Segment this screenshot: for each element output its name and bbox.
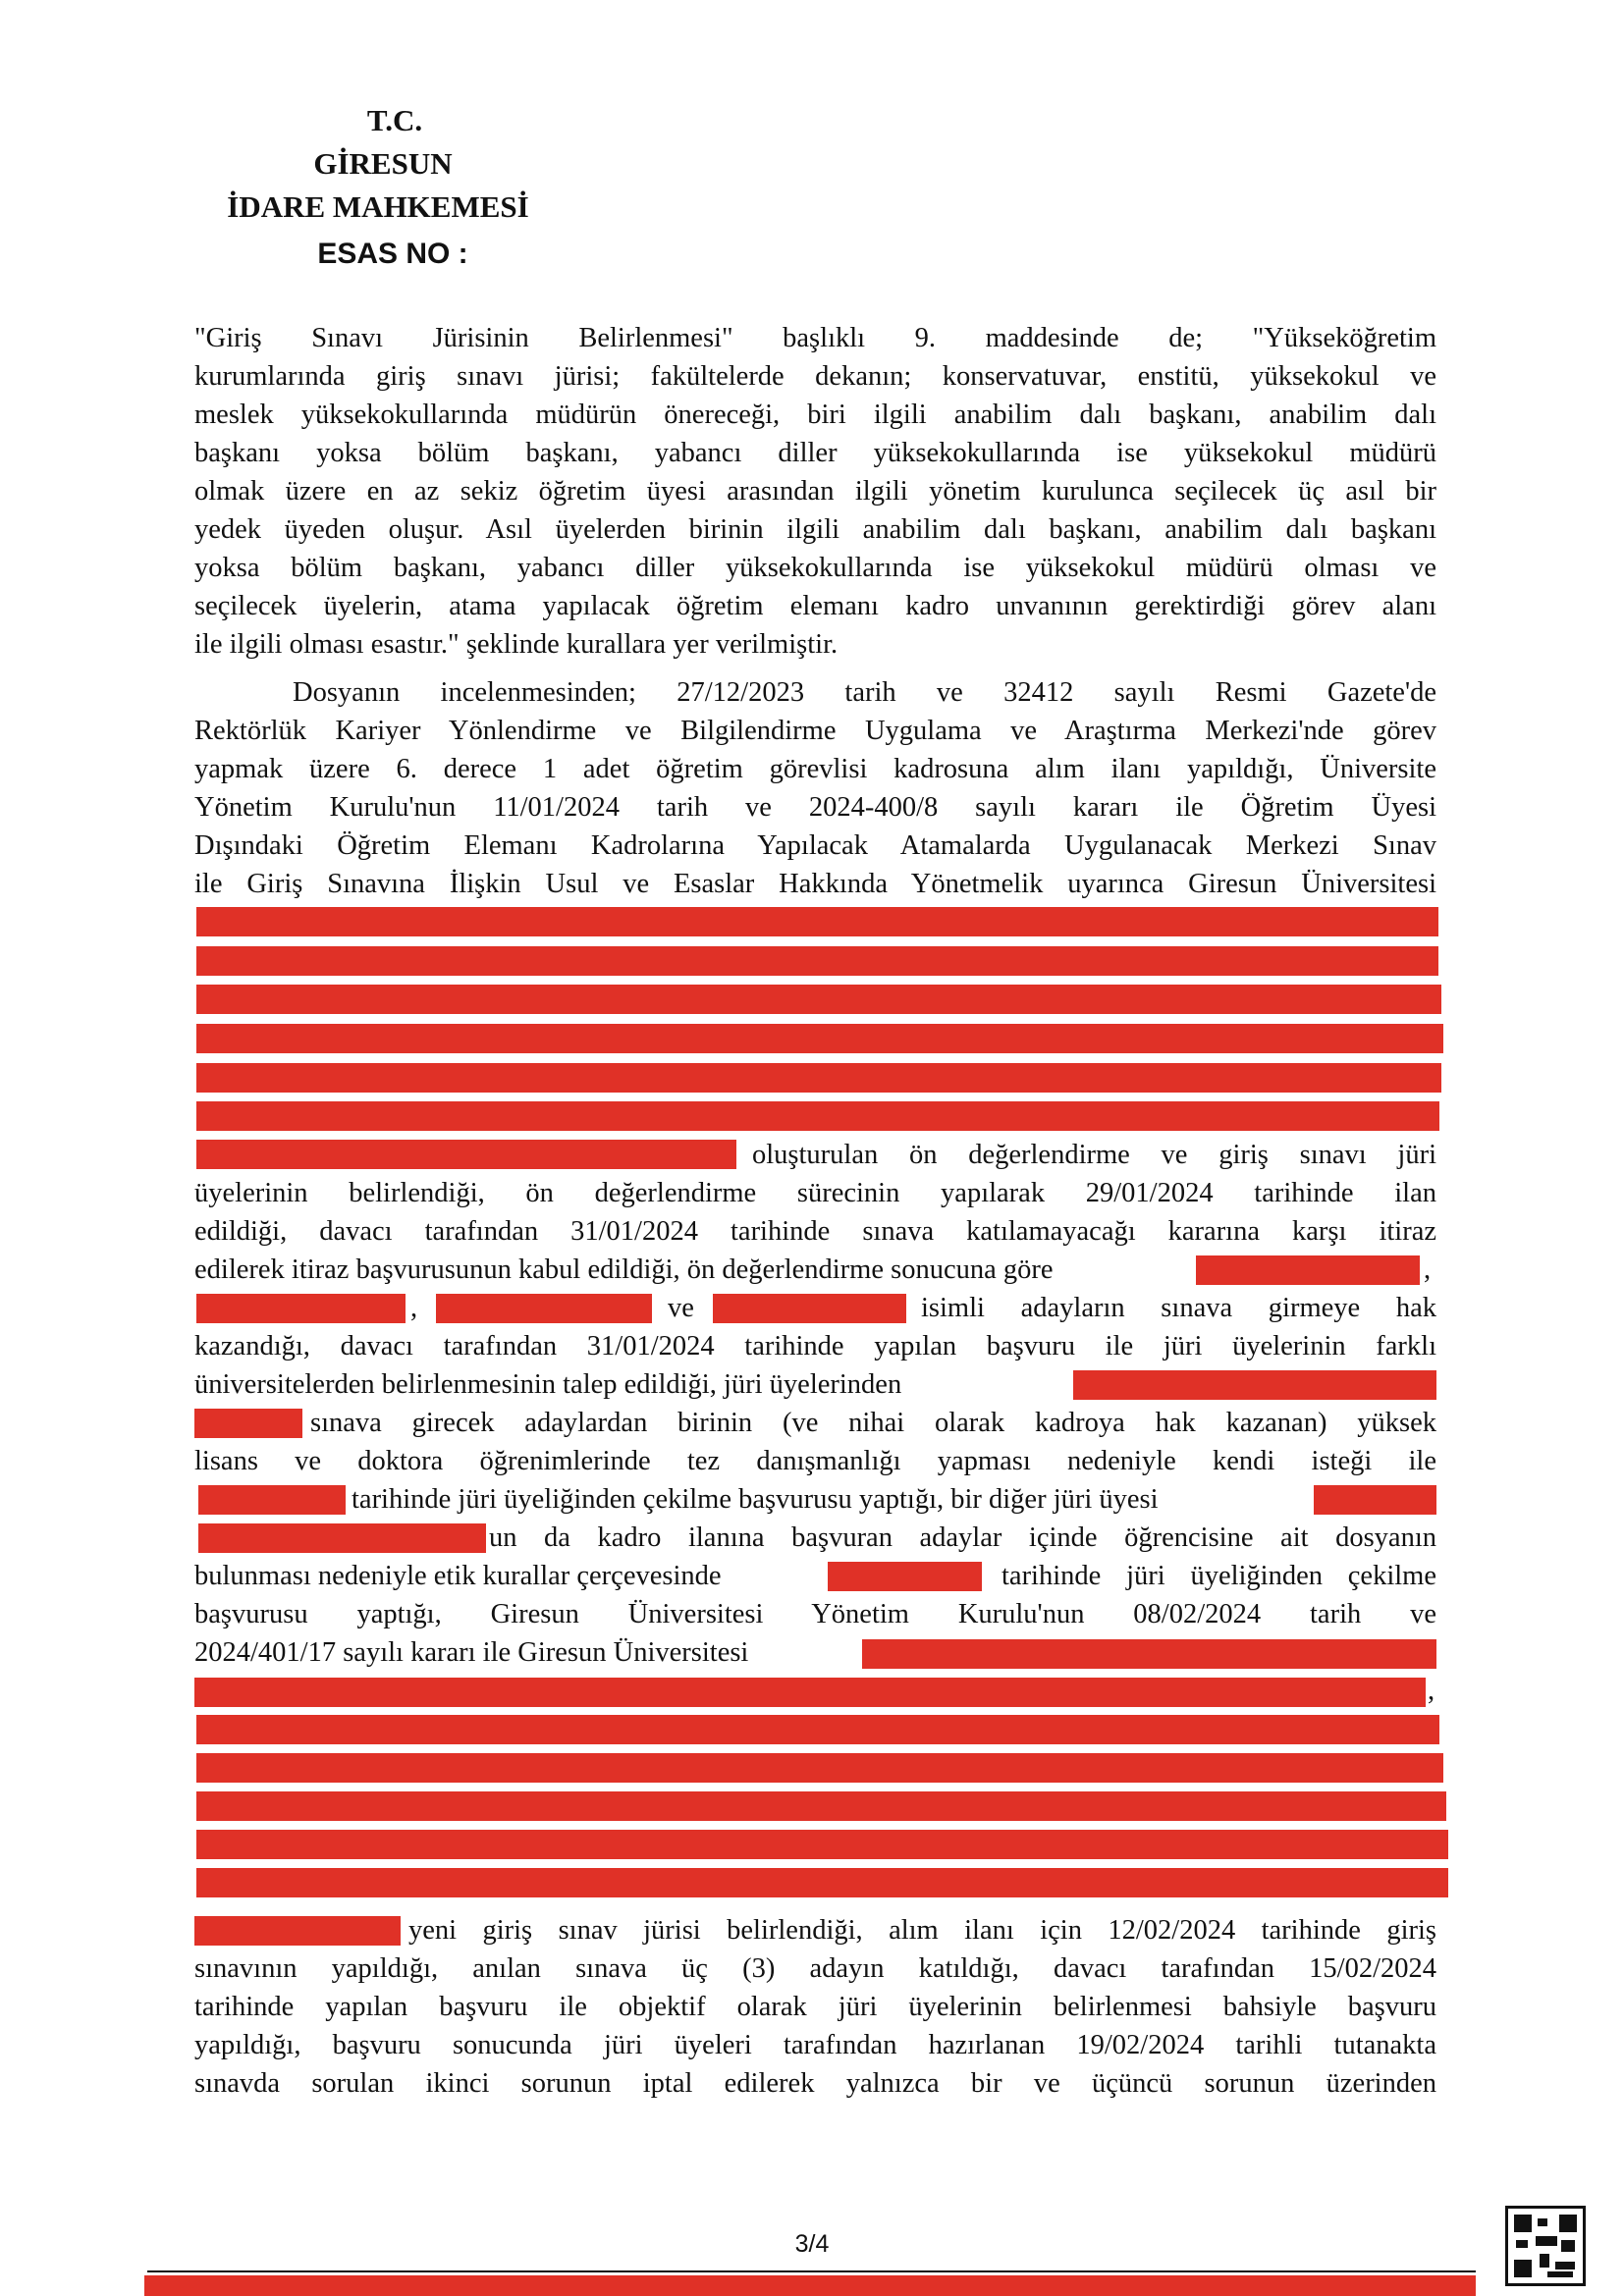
text-line [194,1911,1436,1950]
text-line: kurumlarında giriş sınavı jürisi; fakültelerde dekanın; konservatuvar, enstitü, yüksekokul ve [194,361,1436,392]
header-court: İDARE MAHKEMESİ [227,189,529,224]
text-segment: üniversitelerden belirlenmesinin talep edildiği, jüri üyelerinden [194,1369,902,1400]
redaction-bar [196,1024,1443,1053]
text-line: lisans ve doktora öğrenimlerinde tez danışmanlığı yapması nedeniyle kendi isteği ile [194,1446,1436,1476]
text-line: yapıldığı, başvuru sonucunda jüri üyeleri tarafından hazırlanan 19/02/2024 tarihli tutanakta [194,2030,1436,2060]
text-line: "Giriş Sınavı Jürisinin Belirlenmesi" başlıklı 9. maddesinde de; "Yükseköğretim [194,323,1436,353]
text-line: yoksa bölüm başkanı, yabancı diller yüksekokullarında ise yüksekokul müdürü olması ve [194,553,1436,583]
text-line [194,1136,1436,1175]
page-number: 3/4 [794,2230,830,2258]
text-segment: oluşturulan ön değerlendirme ve giriş sınavı jüri [752,1140,1436,1170]
redaction-block [198,1523,486,1553]
text-line [194,1557,1436,1596]
text-segment: edilerek itiraz başvurusunun kabul edildiği, ön değerlendirme sonucuna göre [194,1255,1054,1285]
redaction-block [196,1140,736,1169]
redaction-block [1196,1255,1420,1285]
text-line [194,1404,1436,1443]
text-segment: un da kadro ilanına başvuran adaylar içinde öğrencisine ait dosyanın [489,1522,1436,1553]
text-line: sınavının yapıldığı, anılan sınava üç (3) adayın katıldığı, davacı tarafından 15/02/2024 [194,1953,1436,1984]
text-line: yedek üyeden oluşur. Asıl üyelerden birinin ilgili anabilim dalı başkanı, anabilim dalı başkanı [194,514,1436,545]
redaction-bar [196,946,1438,976]
text-line: edildiği, davacı tarafından 31/01/2024 tarihinde sınava katılamayacağı kararına karşı itiraz [194,1216,1436,1247]
text-line: kazandığı, davacı tarafından 31/01/2024 tarihinde yapılan başvuru ile jüri üyelerinin farklı [194,1331,1436,1362]
redaction-bar [196,907,1438,936]
redaction-block [194,1678,1426,1707]
text-line: seçilecek üyelerin, atama yapılacak öğretim elemanı kadro unvanının gerektirdiği görev alanı [194,591,1436,621]
redaction-block [1314,1485,1436,1515]
text-segment: tarihinde jüri üyeliğinden çekilme başvurusu yaptığı, bir diğer jüri üyesi [352,1484,1159,1515]
header-tc: T.C. [366,103,423,137]
redaction-block [198,1485,346,1515]
text-line: tarihinde yapılan başvuru ile objektif olarak jüri üyelerinin belirlenmesi bahsiyle başvuru [194,1992,1436,2022]
footer-divider [147,2270,1476,2272]
redaction-bar [196,985,1441,1014]
text-line [194,1289,1436,1328]
header-city: GİRESUN [313,146,453,181]
redaction-block [436,1294,652,1323]
text-line [194,1480,1436,1520]
text-line: başvurusu yaptığı, Giresun Üniversitesi Yönetim Kurulu'nun 08/02/2024 tarih ve [194,1599,1436,1629]
redaction-block [194,1916,401,1946]
text-line: Dışındaki Öğretim Elemanı Kadrolarına Yapılacak Atamalarda Uygulanacak Merkezi Sınav [194,830,1436,861]
redaction-bar [196,1063,1441,1093]
text-line: sınavda sorulan ikinci sorunun iptal edilerek yalnızca bir ve üçüncü sorunun üzerinden [194,2068,1436,2099]
redaction-block [862,1639,1436,1669]
text-line [194,1672,1436,1711]
text-segment: bulunması nedeniyle etik kurallar çerçevesinde [194,1561,722,1591]
redaction-bar [196,1753,1443,1783]
redaction-block [713,1294,906,1323]
redaction-bar [196,1868,1448,1897]
text-line [194,1519,1436,1558]
text-line: olmak üzere en az sekiz öğretim üyesi arasından ilgili yönetim kurulunca seçilecek üç asıl bir [194,476,1436,507]
text-line [194,1633,1436,1673]
redaction-block [1073,1370,1436,1400]
text-line: üyelerinin belirlendiği, ön değerlendirme sürecinin yapılarak 29/01/2024 tarihinde ilan [194,1178,1436,1208]
text-segment: 2024/401/17 sayılı kararı ile Giresun Üniversitesi [194,1637,749,1668]
text-segment: tarihinde jüri üyeliğinden çekilme [1001,1561,1436,1591]
text-line: başkanı yoksa bölüm başkanı, yabancı diller yüksekokullarında ise yüksekokul müdürü [194,438,1436,468]
text-segment: ve [668,1293,694,1323]
text-line: Rektörlük Kariyer Yönlendirme ve Bilgilendirme Uygulama ve Araştırma Merkezi'nde görev [194,716,1436,746]
footer-redaction [144,2275,1476,2296]
text-segment: yeni giriş sınav jürisi belirlendiği, alım ilanı için 12/02/2024 tarihinde giriş [408,1915,1436,1946]
qr-code-icon [1505,2206,1586,2286]
text-line [194,1365,1436,1405]
text-segment: , [1424,1255,1432,1285]
text-segment: , [1428,1676,1435,1706]
case-number-label: ESAS NO : [317,238,468,270]
text-line: meslek yüksekokullarında müdürün önereceği, biri ilgili anabilim dalı başkanı, anabilim dalı [194,400,1436,430]
text-line: Dosyanın incelenmesinden; 27/12/2023 tarih ve 32412 sayılı Resmi Gazete'de [293,677,1436,708]
redaction-block [828,1562,982,1591]
text-line: Yönetim Kurulu'nun 11/01/2024 tarih ve 2024-400/8 sayılı kararı ile Öğretim Üyesi [194,792,1436,823]
text-segment: , [410,1293,418,1323]
text-line: yapmak üzere 6. derece 1 adet öğretim görevlisi kadrosuna alım ilanı yapıldığı, Üniversite [194,754,1436,784]
redaction-bar [196,1101,1439,1131]
text-line: ile ilgili olması esastır." şeklinde kurallara yer verilmiştir. [194,629,839,660]
text-line [194,1251,1436,1290]
text-segment: isimli adayların sınava girmeye hak [921,1293,1436,1323]
redaction-block [196,1294,406,1323]
text-segment: sınava girecek adaylardan birinin (ve nihai olarak kadroya hak kazanan) yüksek [310,1408,1436,1438]
redaction-bar [196,1791,1446,1821]
text-line: ile Giriş Sınavına İlişkin Usul ve Esaslar Hakkında Yönetmelik uyarınca Giresun Üniversitesi [194,869,1436,899]
redaction-bar [196,1715,1439,1744]
redaction-bar [196,1830,1448,1859]
redaction-block [194,1409,302,1438]
